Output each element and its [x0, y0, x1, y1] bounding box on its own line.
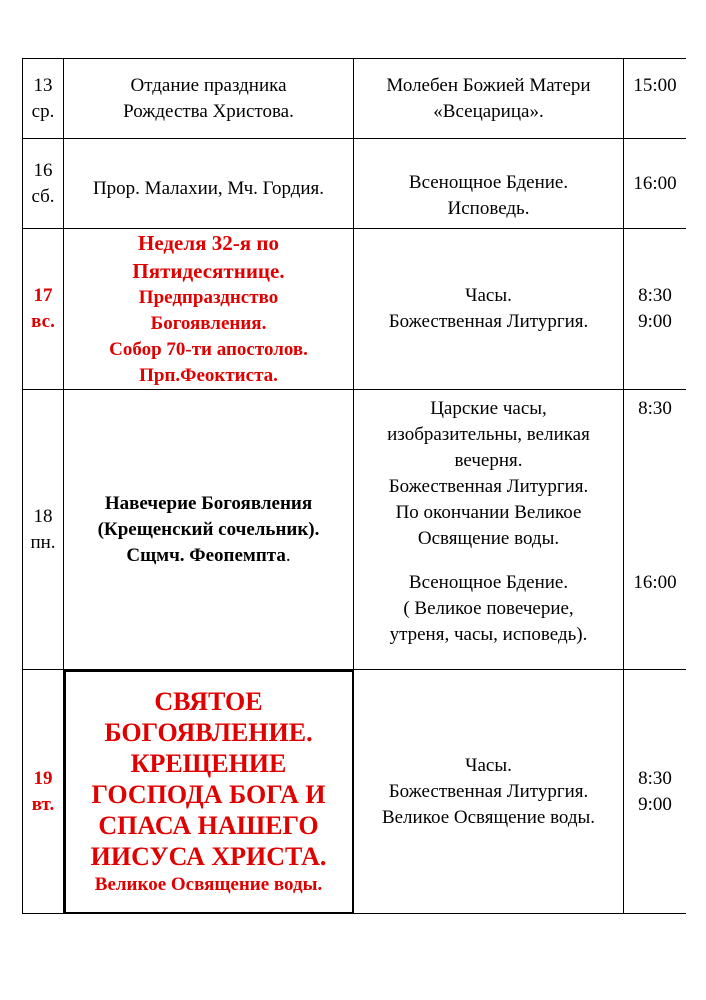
- feast-title-line: ГОСПОДА БОГА И: [91, 779, 326, 809]
- date-cell: [23, 390, 64, 670]
- feast-line: Отдание праздника: [130, 74, 287, 96]
- spacer: [624, 422, 686, 570]
- service-line: Всенощное Бдение.: [408, 171, 569, 193]
- time-value: 16:00: [633, 172, 677, 194]
- feast-title-line: КРЕЩЕНИЕ: [130, 748, 287, 778]
- service-line: вечерня.: [454, 450, 523, 471]
- feast-cell: [64, 59, 354, 139]
- feast-title-line: СПАСА НАШЕГО: [98, 810, 319, 840]
- feast-title-line: ИИСУСА ХРИСТА.: [90, 841, 327, 871]
- feast-line: Прп.Феоктиста.: [139, 365, 278, 386]
- feast-line: Собор 70-ти апостолов.: [109, 339, 308, 360]
- date-cell: [23, 59, 64, 139]
- service-line: Исповедь.: [447, 197, 530, 219]
- service-line: Царские часы,: [430, 398, 547, 419]
- service-cell: [354, 229, 624, 390]
- feast-line: Сщмч. Феопемпта: [126, 544, 286, 566]
- spacer: [354, 552, 623, 570]
- date-cell: [23, 139, 64, 229]
- time-value: 8:30: [638, 767, 672, 789]
- feast-line: Прор. Малахии, Мч. Гордия.: [92, 177, 325, 199]
- date-weekday: вс.: [31, 311, 55, 332]
- service-line: Молебен Божией Матери: [386, 74, 591, 96]
- feast-cell: [64, 670, 354, 914]
- service-line: утреня, часы, исповедь).: [389, 624, 588, 645]
- date-weekday: сб.: [31, 185, 55, 207]
- service-line: Божественная Литургия.: [388, 476, 589, 497]
- date-cell: [23, 670, 64, 914]
- feast-line: Навечерие Богоявления: [104, 492, 313, 514]
- feast-cell: [64, 229, 354, 390]
- service-line: ( Великое повечерие,: [403, 598, 574, 619]
- feast-cell: [64, 139, 354, 229]
- table-row: [23, 670, 687, 914]
- schedule-table: [22, 58, 686, 914]
- feast-title-line: СВЯТОЕ: [154, 686, 263, 716]
- feast-line: Богоявления.: [150, 313, 267, 334]
- date-day: 19: [33, 767, 53, 789]
- service-cell: [354, 139, 624, 229]
- service-cell: [354, 390, 624, 670]
- date-day: 17: [33, 285, 53, 306]
- date-day: 16: [33, 159, 53, 181]
- service-cell: [354, 59, 624, 139]
- feast-title-line: Пятидесятнице.: [132, 259, 285, 283]
- date-day: 13: [33, 74, 53, 96]
- service-line: изобразительны, великая: [387, 424, 590, 445]
- time-value: 16:00: [633, 572, 677, 593]
- time-value: 8:30: [638, 398, 672, 419]
- time-cell: [624, 390, 687, 670]
- table-row: [23, 229, 687, 390]
- feast-line-3: [64, 543, 353, 569]
- date-weekday: вт.: [31, 793, 55, 815]
- time-value: 8:30: [638, 285, 672, 306]
- service-line: Всенощное Бдение.: [408, 572, 569, 593]
- feast-line: Рождества Христова.: [123, 100, 294, 122]
- service-line: Часы.: [465, 285, 512, 306]
- time-cell: [624, 670, 687, 914]
- feast-title-line: БОГОЯВЛЕНИЕ.: [104, 717, 313, 747]
- service-line: «Всецарица».: [433, 100, 544, 122]
- date-weekday: ср.: [31, 100, 55, 122]
- time-cell: [624, 59, 687, 139]
- feast-line: Предпразднство: [138, 287, 279, 308]
- table-row: [23, 390, 687, 670]
- time-value: 15:00: [633, 75, 677, 96]
- service-line: По окончании Великое: [395, 502, 582, 523]
- time-value: 9:00: [638, 793, 672, 815]
- time-cell: [624, 229, 687, 390]
- feast-line: (Крещенский сочельник).: [97, 518, 320, 540]
- service-line: Великое Освящение воды.: [381, 806, 596, 828]
- service-line: Освящение воды.: [417, 528, 560, 549]
- table-row: [23, 59, 687, 139]
- feast-line: Великое Освящение воды.: [94, 873, 323, 895]
- feast-trailing: .: [285, 544, 291, 566]
- service-line: Часы.: [465, 754, 512, 776]
- date-day: 18: [33, 505, 53, 527]
- service-cell: [354, 670, 624, 914]
- date-cell: [23, 229, 64, 390]
- date-weekday: пн.: [30, 531, 56, 553]
- table-row: [23, 139, 687, 229]
- service-line: Божественная Литургия.: [388, 311, 589, 332]
- time-cell: [624, 139, 687, 229]
- feast-cell: [64, 390, 354, 670]
- time-value: 9:00: [638, 311, 672, 332]
- feast-title-line: Неделя 32-я по: [138, 231, 279, 255]
- service-line: Божественная Литургия.: [388, 780, 589, 802]
